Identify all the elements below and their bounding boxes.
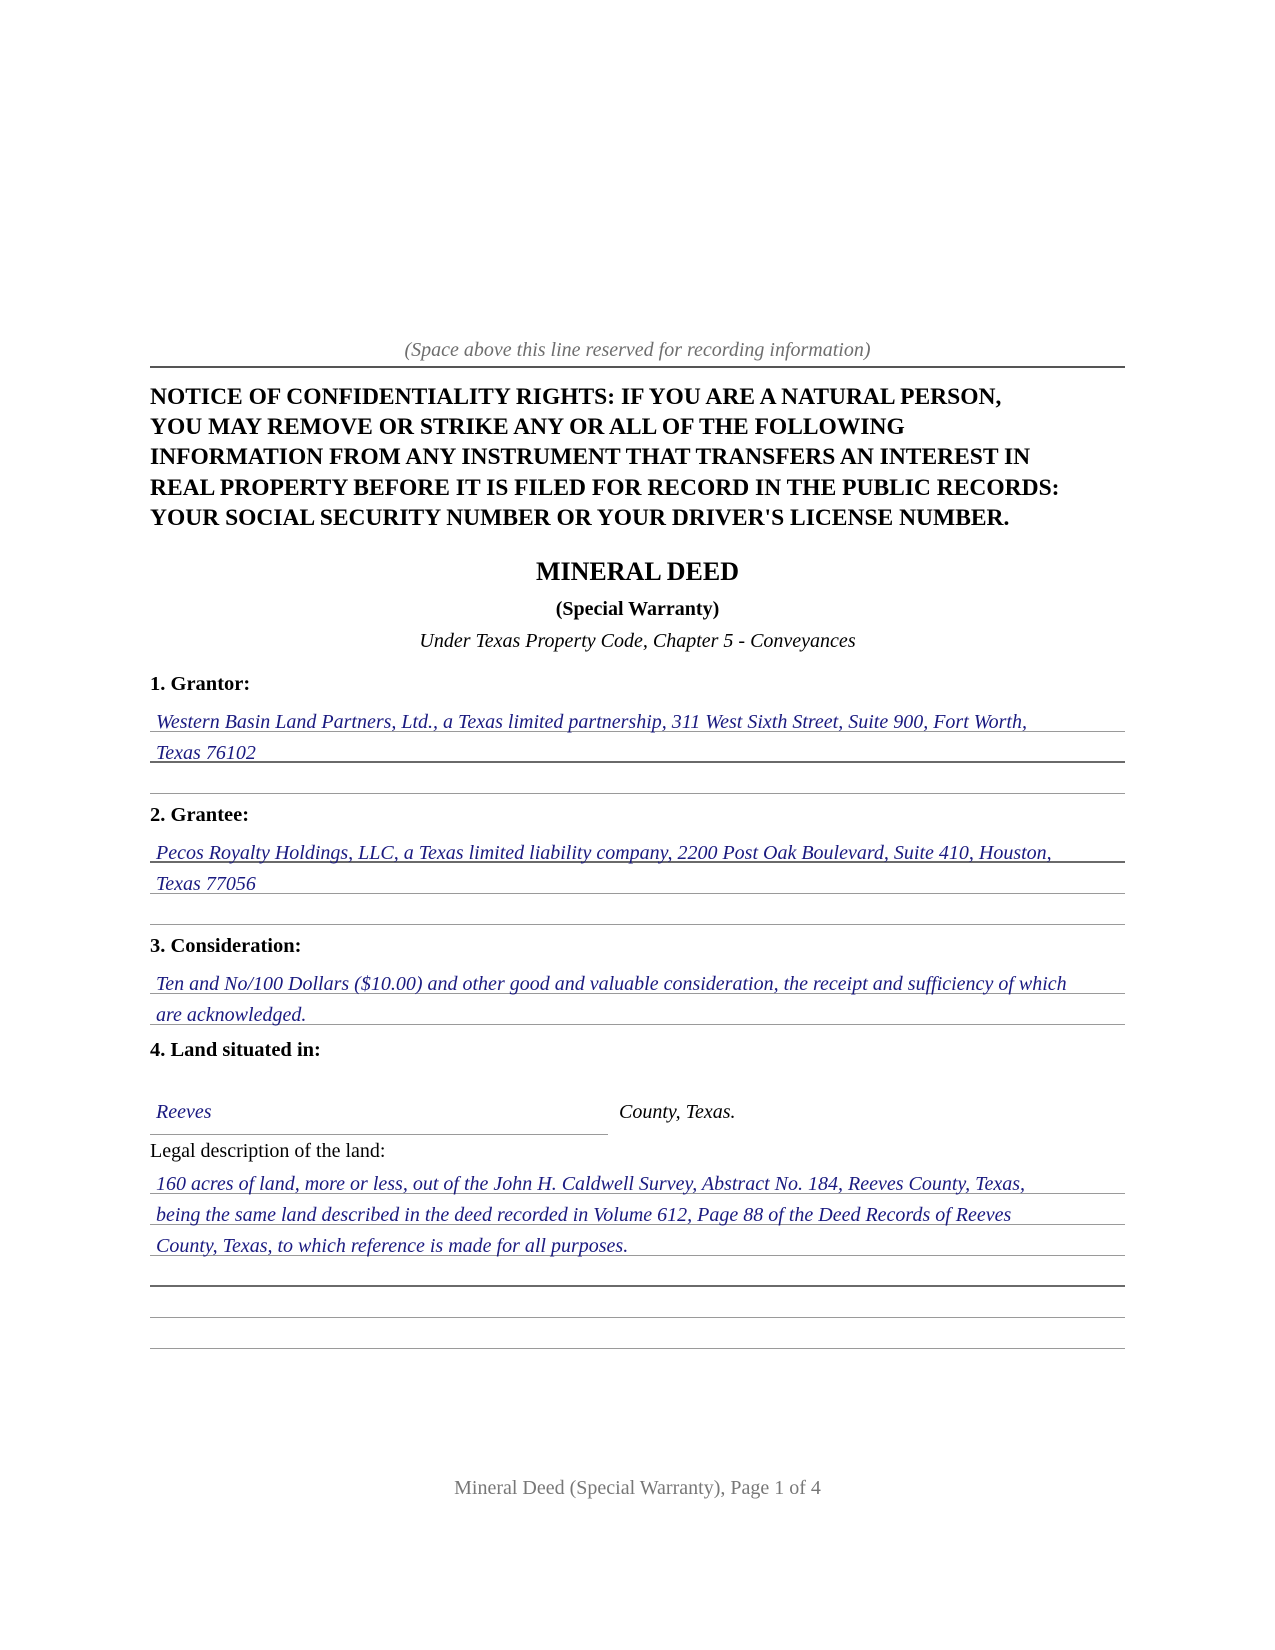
legal-description-field[interactable]: [150, 1163, 1125, 1349]
consideration-value-line: Ten and No/100 Dollars ($10.00) and other good and valuable consideration, the receipt and sufficiency of which: [156, 973, 1067, 995]
consideration-value: [150, 969, 1125, 1031]
legal-line-5: [150, 1287, 1125, 1318]
consideration-field[interactable]: [150, 963, 1125, 1025]
recording-space-note: (Space above this line reserved for recording information): [404, 339, 871, 361]
document-title: MINERAL DEED: [536, 557, 739, 586]
grantor-value: [150, 707, 1125, 769]
legal-description-label: Legal description of the land:: [150, 1140, 386, 1162]
county-value: Reeves: [156, 1101, 212, 1123]
land-label: 4. Land situated in:: [150, 1039, 321, 1061]
grantee-value-line: Pecos Royalty Holdings, LLC, a Texas limited liability company, 2200 Post Oak Boulevard, Suite 410, Houston,: [156, 842, 1052, 864]
confidentiality-notice: [150, 382, 1125, 533]
notice-line: INFORMATION FROM ANY INSTRUMENT THAT TRANSFERS AN INTEREST IN: [150, 444, 1031, 471]
grantee-field[interactable]: [150, 832, 1125, 925]
grantee-label: 2. Grantee:: [150, 804, 250, 826]
legal-value-line: County, Texas, to which reference is made for all purposes.: [156, 1235, 629, 1257]
legal-description-value: [150, 1169, 1125, 1262]
county-suffix: County, Texas.: [619, 1101, 736, 1123]
grantee-value-line: Texas 77056: [156, 873, 256, 895]
notice-line: NOTICE OF CONFIDENTIALITY RIGHTS: IF YOU ARE A NATURAL PERSON,: [150, 384, 1002, 410]
county-field[interactable]: [150, 1098, 608, 1135]
document-authority: Under Texas Property Code, Chapter 5 - Conveyances: [419, 630, 856, 652]
document-subtitle: (Special Warranty): [555, 598, 720, 620]
grantee-value: [150, 838, 1125, 900]
notice-line: YOUR SOCIAL SECURITY NUMBER OR YOUR DRIVER'S LICENSE NUMBER.: [150, 504, 1010, 531]
legal-line-6: [150, 1318, 1125, 1349]
notice-line: YOU MAY REMOVE OR STRIKE ANY OR ALL OF THE FOLLOWING: [150, 414, 905, 441]
legal-value-line: 160 acres of land, more or less, out of the John H. Caldwell Survey, Abstract No. 184, Reeves County, Texas,: [156, 1173, 1025, 1195]
recording-divider: [150, 366, 1125, 368]
grantor-value-line: Western Basin Land Partners, Ltd., a Texas limited partnership, 311 West Sixth Street, Suite 900, Fort Worth,: [156, 711, 1027, 733]
grantor-label: 1. Grantor:: [150, 673, 251, 695]
consideration-label: 3. Consideration:: [150, 935, 302, 957]
consideration-value-line: are acknowledged.: [156, 1004, 307, 1026]
grantor-field[interactable]: [150, 701, 1125, 794]
grantor-value-line: Texas 76102: [156, 742, 256, 764]
notice-line: REAL PROPERTY BEFORE IT IS FILED FOR RECORD IN THE PUBLIC RECORDS:: [150, 474, 1060, 501]
page-footer: Mineral Deed (Special Warranty), Page 1 of 4: [454, 1477, 821, 1499]
legal-value-line: being the same land described in the deed recorded in Volume 612, Page 88 of the Deed Records of Reeves: [156, 1204, 1012, 1226]
